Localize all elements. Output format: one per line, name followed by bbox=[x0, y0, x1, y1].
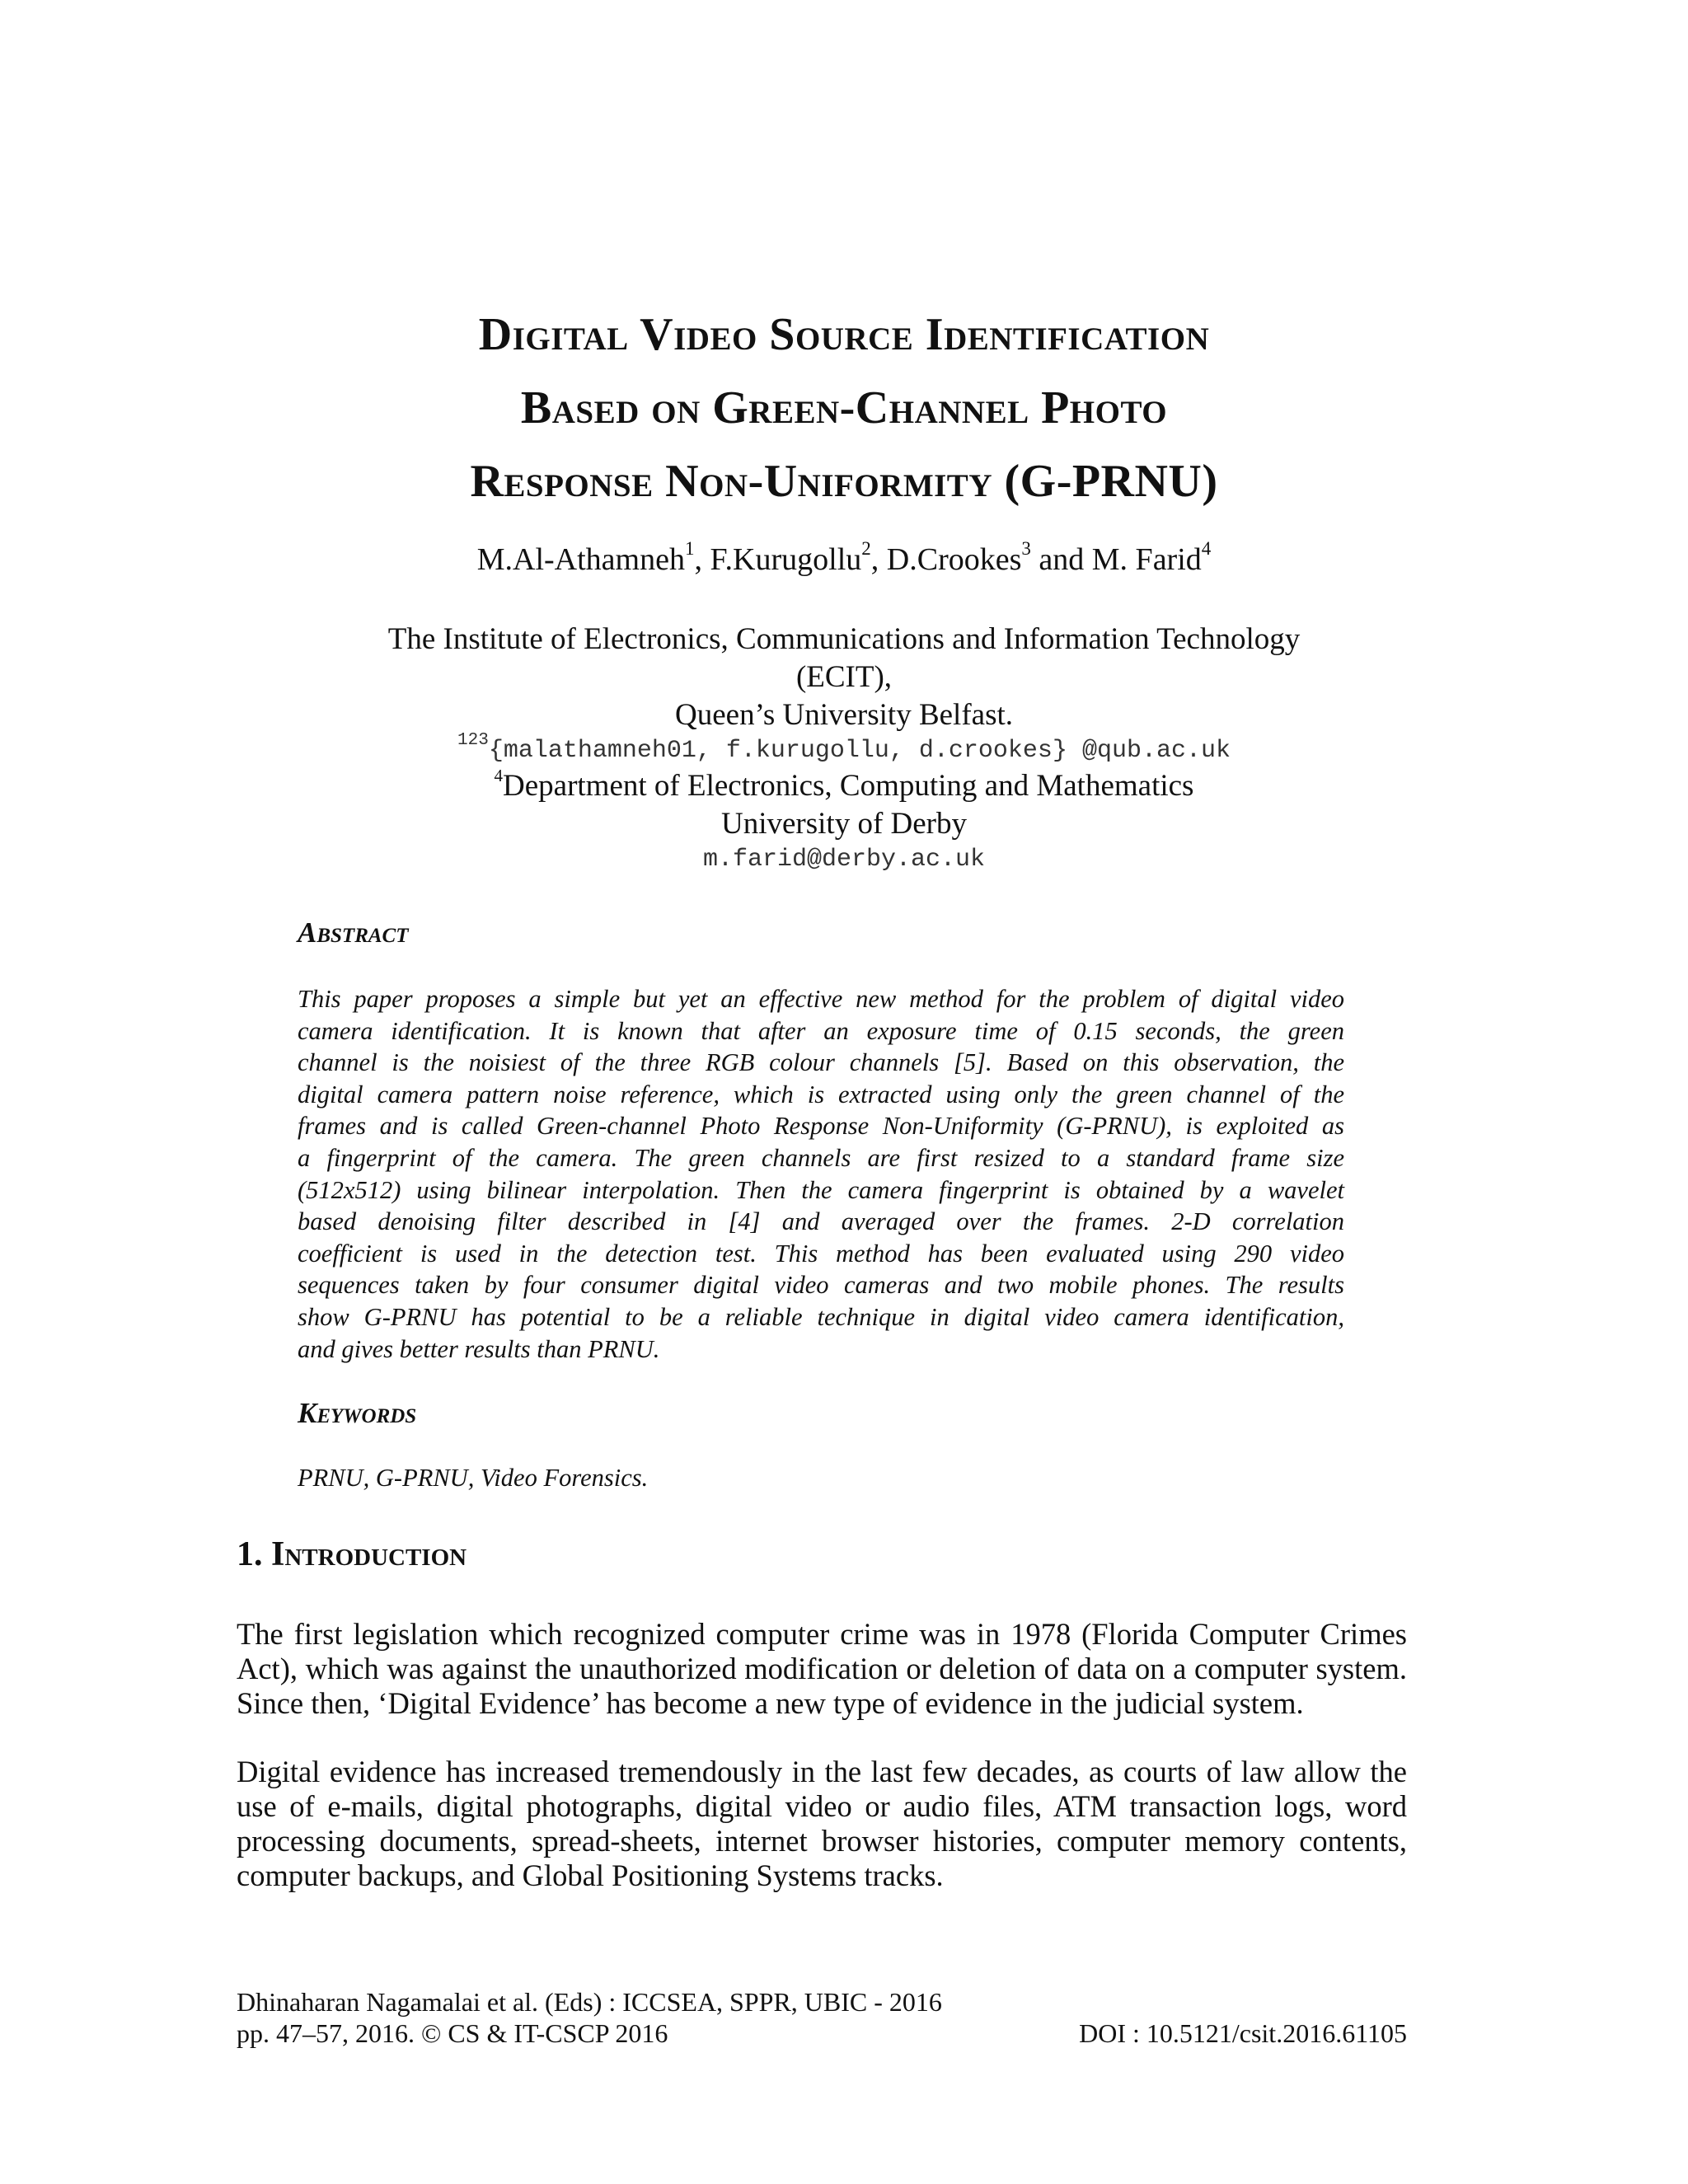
author-name: F.Kurugollu bbox=[710, 542, 862, 577]
author-separator: , bbox=[870, 542, 887, 577]
abstract-line: a fingerprint of the camera. The green channels are first resized to a standard frame size bbox=[298, 1143, 1344, 1172]
paragraph-line: processing documents, spread-sheets, internet browser histories, computer memory contents, bbox=[237, 1824, 1407, 1858]
paragraph-line: Digital evidence has increased tremendously in the last few decades, as courts of law allow the bbox=[237, 1755, 1407, 1788]
page-and-copyright: pp. 47–57, 2016. © CS & IT-CSCP 2016 bbox=[237, 2018, 668, 2048]
author-affil-mark: 3 bbox=[1021, 538, 1031, 560]
introduction-heading: 1. Introduction bbox=[237, 1535, 467, 1573]
proceedings-info: Dhinaharan Nagamalai et al. (Eds) : ICCSEA, SPPR, UBIC - 2016 bbox=[237, 1987, 942, 2017]
author-affil-mark: 2 bbox=[861, 538, 871, 560]
affiliations bbox=[0, 621, 1688, 876]
keywords-list: PRNU, G-PRNU, Video Forensics. bbox=[298, 1464, 649, 1492]
abstract-line: coefficient is used in the detection test. This method has been evaluated using 290 video bbox=[298, 1239, 1344, 1268]
abstract-body bbox=[298, 983, 1344, 1365]
intro-paragraph-2 bbox=[237, 1755, 1407, 1893]
paragraph-line: The first legislation which recognized computer crime was in 1978 (Florida Computer Crimes bbox=[237, 1617, 1407, 1651]
abstract-line: digital camera pattern noise reference, which is extracted using only the green channel of the bbox=[298, 1080, 1344, 1108]
abstract-line: channel is the noisiest of the three RGB colour channels [5]. Based on this observation, the bbox=[298, 1048, 1344, 1077]
title-line: Based on Green-Channel Photo bbox=[520, 382, 1168, 434]
abstract-line: This paper proposes a simple but yet an effective new method for the problem of digital video bbox=[298, 985, 1344, 1013]
paragraph-line: computer backups, and Global Positioning Systems tracks. bbox=[237, 1858, 944, 1892]
department-affil-mark: 4 bbox=[494, 765, 504, 785]
author-separator: , bbox=[694, 542, 710, 577]
abstract-line: show G-PRNU has potential to be a reliable technique in digital video camera identification, bbox=[298, 1302, 1344, 1331]
author-name: M.Al-Athamneh bbox=[476, 542, 685, 577]
abstract-line: frames and is called Green-channel Photo Response Non-Uniformity (G-PRNU), is exploited as bbox=[298, 1112, 1344, 1141]
email-addresses: {malathamneh01, f.kurugollu, d.crookes} @qub.ac.uk bbox=[488, 737, 1231, 765]
email-line bbox=[0, 731, 1688, 767]
abstract-line: based denoising filter described in [4] and averaged over the frames. 2-D correlation bbox=[298, 1207, 1344, 1236]
doi: DOI : 10.5121/csit.2016.61105 bbox=[1079, 2018, 1407, 2048]
paragraph-line: Since then, ‘Digital Evidence’ has become a new type of evidence in the judicial system. bbox=[237, 1686, 1304, 1720]
institute-line: (ECIT), bbox=[795, 660, 893, 694]
paper-title bbox=[0, 298, 1688, 518]
author-conjunction: and bbox=[1039, 542, 1085, 577]
university-name: Queen’s University Belfast. bbox=[675, 698, 1013, 732]
title-line: Digital Video Source Identification bbox=[478, 309, 1210, 360]
institute-line: The Institute of Electronics, Communications and Information Technology bbox=[387, 622, 1301, 656]
email-affil-mark: 123 bbox=[457, 731, 489, 750]
keywords-heading: Keywords bbox=[298, 1397, 417, 1429]
paragraph-line: Act), which was against the unauthorized modification or deletion of data on a computer system. bbox=[237, 1652, 1407, 1685]
abstract-line: (512x512) using bilinear interpolation. Then the camera fingerprint is obtained by a wavelet bbox=[298, 1175, 1344, 1204]
abstract-heading: Abstract bbox=[298, 916, 409, 949]
department-name: Department of Electronics, Computing and Mathematics bbox=[503, 769, 1194, 803]
email-address: m.farid@derby.ac.uk bbox=[702, 846, 986, 874]
abstract-line: sequences taken by four consumer digital video cameras and two mobile phones. The results bbox=[298, 1271, 1344, 1300]
abstract-line: and gives better results than PRNU. bbox=[298, 1334, 660, 1363]
abstract-line: camera identification. It is known that after an exposure time of 0.15 seconds, the green bbox=[298, 1016, 1344, 1045]
author-name: M. Farid bbox=[1091, 542, 1202, 577]
title-line: Response Non-Uniformity (G-PRNU) bbox=[470, 456, 1218, 507]
author-list bbox=[0, 540, 1688, 579]
footer-row bbox=[237, 1986, 1407, 2018]
author-affil-mark: 4 bbox=[1201, 538, 1212, 560]
paragraph-line: use of e-mails, digital photographs, digital video or audio files, ATM transaction logs, word bbox=[237, 1789, 1407, 1823]
university-name: University of Derby bbox=[721, 807, 967, 841]
page-footer bbox=[237, 1986, 1407, 2049]
intro-paragraph-1 bbox=[237, 1617, 1407, 1721]
footer-row bbox=[237, 2018, 1407, 2049]
author-affil-mark: 1 bbox=[684, 538, 695, 560]
author-name: D.Crookes bbox=[886, 542, 1022, 577]
department-line bbox=[0, 767, 1688, 805]
